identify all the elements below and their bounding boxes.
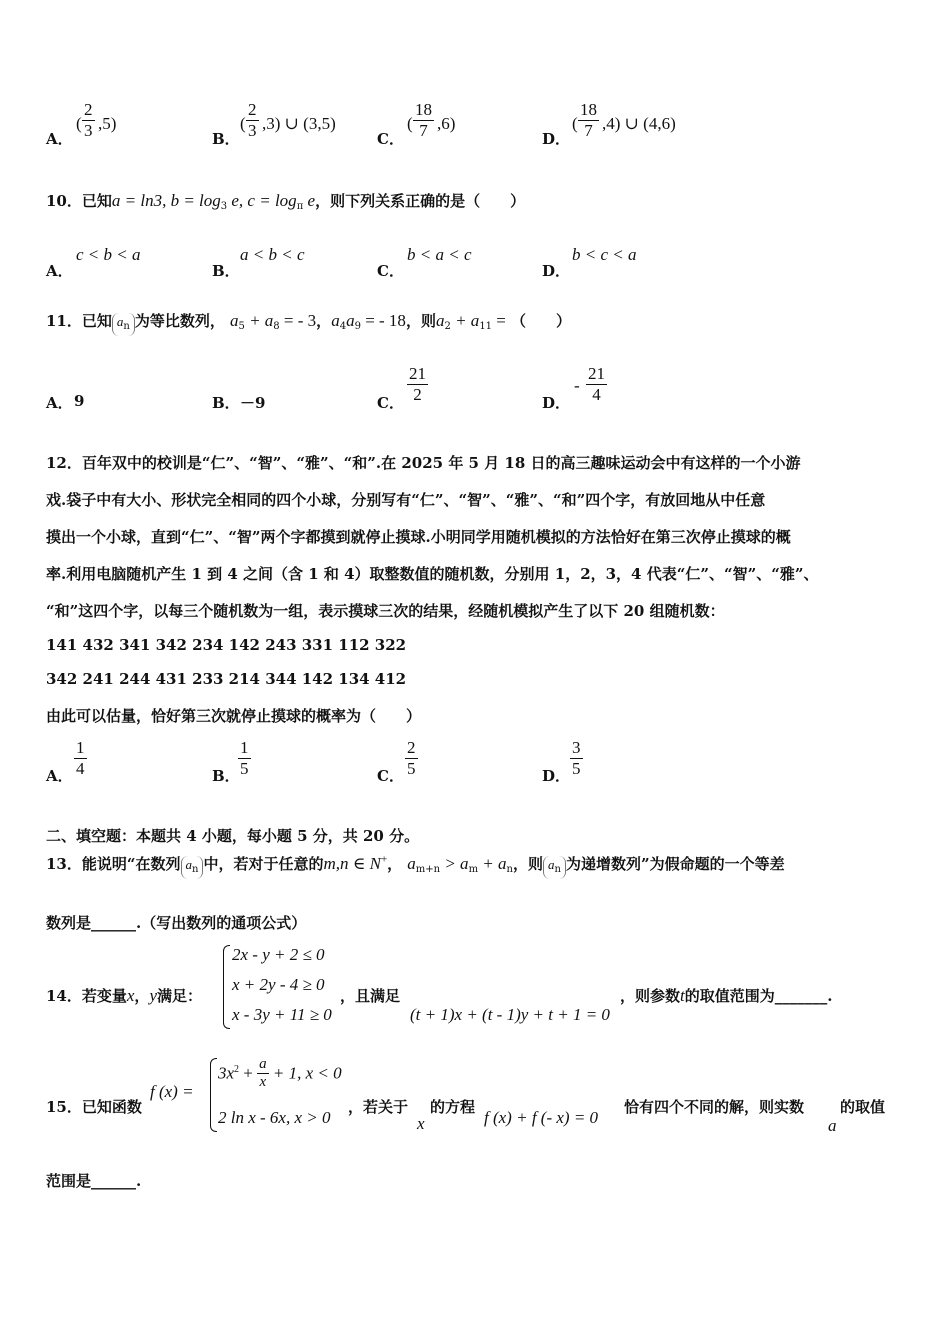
q13-line2: 数列是______.（写出数列的通项公式）: [46, 914, 307, 932]
subscript: m+n: [415, 864, 441, 875]
fraction-denominator: 5: [407, 758, 416, 778]
question-number: 11．已知: [46, 312, 112, 330]
option-label: C．: [377, 394, 404, 412]
question-text: 的方程: [430, 1098, 476, 1116]
variable: x: [417, 1114, 425, 1133]
system-inequality: x + 2y - 4 ≥ 0: [232, 975, 325, 994]
fraction-denominator: 7: [584, 120, 593, 140]
fraction-denominator: 3: [248, 120, 257, 140]
fraction-numerator: 3: [572, 738, 581, 757]
option-fraction: [405, 738, 418, 778]
option-value: －9: [240, 394, 266, 412]
q14-stem: [46, 985, 202, 1006]
subscript: 9: [354, 321, 361, 332]
question-text: ，若关于: [348, 1098, 409, 1116]
math-term: a: [435, 311, 445, 330]
question-text: ，: [134, 987, 150, 1005]
question-number: 13．能说明“在数列: [46, 855, 181, 873]
option-fraction: [578, 100, 599, 140]
option-label: B．: [212, 130, 240, 148]
math-equation: (t + 1)x + (t - 1)y + t + 1 = 0: [410, 1005, 610, 1024]
math-term: a: [407, 854, 416, 873]
system-inequality: x - 3y + 11 ≥ 0: [232, 1005, 332, 1024]
q12-line: 由此可以估量，恰好第三次就停止摸球的概率为（ ）: [46, 707, 422, 725]
q9-options: [0, 100, 950, 160]
math-term: a: [346, 311, 355, 330]
superscript: 2: [234, 1063, 240, 1075]
fraction-denominator: 5: [572, 758, 581, 778]
log-base: 3: [220, 201, 228, 212]
fraction-denominator: 7: [419, 120, 428, 140]
piecewise-case-1: [218, 1056, 342, 1092]
subscript: n: [192, 864, 199, 875]
option-label: D．: [542, 394, 571, 412]
subscript: m: [468, 864, 479, 875]
math-expression: e: [303, 191, 316, 210]
superscript: +: [380, 853, 388, 866]
math-term: 3x: [218, 1063, 235, 1083]
sequence-braces: [181, 856, 204, 879]
q12-options: [0, 738, 950, 788]
question-text: 为递增数列”为假命题的一个等差: [565, 855, 785, 873]
question-number: 10．已知: [46, 192, 112, 210]
q12-random-numbers: 141 432 341 342 234 142 243 331 112 322: [46, 636, 407, 654]
option-label: B．: [212, 767, 240, 785]
subscript: 8: [273, 321, 280, 332]
q10-options: [0, 245, 950, 280]
section-heading: 二、填空题：本题共 4 小题，每小题 5 分，共 20 分。: [46, 827, 420, 845]
question-text: 中，若对于任意的: [203, 855, 324, 873]
option-fraction: [246, 100, 259, 140]
option-sign: -: [574, 376, 580, 395]
subscript: 4: [339, 321, 347, 332]
question-number: 14．若变量: [46, 987, 127, 1005]
system-brace: [223, 945, 230, 1029]
function-name: f (x) =: [150, 1082, 194, 1101]
fraction-numerator: 18: [415, 100, 432, 119]
option-fraction: [413, 100, 434, 140]
option-label: D．: [542, 767, 571, 785]
option-label: C．: [377, 130, 404, 148]
q14-tail: [620, 985, 832, 1006]
option-label: A．: [46, 767, 73, 785]
question-text: 的取值范围为_______.: [684, 987, 833, 1005]
option-value: c < b < a: [76, 245, 141, 264]
q12-line: “和”这四个字，以每三个随机数为一组，表示摸球三次的结果，经随机模拟产生了以下 20 组随机数：: [46, 602, 725, 620]
math-term: = - 18: [360, 311, 406, 330]
subscript: n: [123, 321, 130, 332]
fraction-numerator: 1: [76, 738, 85, 757]
q15-line2: 范围是______.: [46, 1172, 142, 1190]
option-label: C．: [377, 767, 404, 785]
q11-options: [0, 364, 950, 414]
q12-line: 摸出一个小球，直到“仁”、“智”两个字都摸到就停止摸球.小明同学用随机模拟的方法恰好在第三次停止摸球的概: [46, 528, 791, 546]
question-text: ，则: [512, 855, 543, 873]
math-condition: m,n ∈ N: [323, 854, 381, 873]
question-text: ，则: [405, 312, 436, 330]
subscript: 2: [444, 321, 451, 332]
math-term: + a: [478, 854, 507, 873]
option-label: B．: [212, 262, 240, 280]
question-text: 满足：: [156, 987, 202, 1005]
fraction-numerator: 1: [240, 738, 249, 757]
q12-random-numbers: 342 241 244 431 233 214 344 142 134 412: [46, 670, 407, 688]
subscript: 5: [238, 321, 245, 332]
fraction-denominator: 2: [413, 384, 422, 404]
sequence-symbol: a: [116, 314, 124, 329]
sequence-symbol: a: [185, 857, 193, 872]
math-term: +: [239, 1063, 258, 1083]
question-text: ，: [387, 855, 403, 873]
question-text: 为等比数列，: [134, 312, 225, 330]
math-equation: f (x) + f (- x) = 0: [484, 1108, 599, 1127]
variable: a: [828, 1116, 837, 1135]
option-label: C．: [377, 262, 404, 280]
option-label: A．: [46, 262, 73, 280]
sequence-symbol: a: [548, 857, 555, 872]
variable: t: [680, 986, 685, 1005]
question-text: 的取值: [840, 1098, 886, 1116]
variable: y: [149, 986, 157, 1005]
fraction-numerator: 2: [248, 100, 257, 119]
question-text: ，且满足: [340, 987, 401, 1005]
option-fraction: [238, 738, 251, 778]
option-value: 9: [74, 392, 85, 410]
q12-line: 率.利用电脑随机产生 1 到 4 之间（含 1 和 4）取整数值的随机数，分别用 1，2，3，4 代表“仁”、“智”、“雅”、: [46, 565, 819, 583]
math-term: > a: [440, 854, 469, 873]
math-term: + 1, x < 0: [268, 1063, 342, 1083]
fraction-denominator: 3: [84, 120, 93, 140]
piecewise-case-2: 2 ln x - 6x, x > 0: [218, 1108, 331, 1127]
option-value: ,3) ∪ (3,5): [262, 114, 336, 133]
option-fraction: [570, 738, 583, 778]
option-paren: (: [240, 114, 246, 133]
q12-line: 戏.袋子中有大小、形状完全相同的四个小球，分别写有“仁”、“智”、“雅”、“和”四个字，有放回地从中任意: [46, 491, 766, 509]
option-value: ,5): [98, 114, 117, 133]
fraction-numerator: 18: [580, 100, 597, 119]
fraction-numerator: 21: [409, 364, 426, 383]
subscript: 11: [479, 321, 493, 332]
question-text: ，: [316, 312, 332, 330]
fraction-denominator: 4: [76, 758, 85, 778]
option-value: a < b < c: [240, 245, 305, 264]
math-term: + a: [244, 311, 274, 330]
fraction-denominator: 4: [592, 384, 601, 404]
fraction-numerator: 21: [588, 364, 605, 383]
math-term: a: [331, 311, 340, 330]
math-term: =: [492, 311, 506, 330]
option-label: D．: [542, 262, 571, 280]
q13-stem: [46, 853, 785, 879]
fraction-numerator: 2: [407, 738, 416, 757]
option-fraction: [407, 364, 428, 404]
option-value: ,4) ∪ (4,6): [602, 114, 676, 133]
option-label: D．: [542, 130, 571, 148]
option-label: B．: [212, 394, 240, 412]
option-value: b < c < a: [572, 245, 637, 264]
fraction-denominator: x: [259, 1074, 267, 1091]
question-text: （ ）: [510, 312, 571, 330]
fraction-denominator: 5: [240, 758, 249, 778]
q12-line: 12．百年双中的校训是“仁”、“智”、“雅”、“和”.在 2025 年 5 月 18 日的高三趣味运动会中有这样的一个小游: [46, 454, 801, 472]
q10-stem: [46, 190, 525, 212]
question-text: ，则参数: [620, 987, 681, 1005]
case-fraction: [257, 1056, 269, 1092]
option-fraction: [586, 364, 607, 404]
log-base: π: [296, 201, 304, 212]
option-value: b < a < c: [407, 245, 472, 264]
option-label: A．: [46, 130, 73, 148]
math-term: a: [229, 311, 239, 330]
system-inequality: 2x - y + 2 ≤ 0: [232, 945, 325, 964]
subscript: n: [554, 864, 561, 875]
math-term: + a: [450, 311, 480, 330]
option-fraction: [74, 738, 87, 778]
question-number: 15．已知函数: [46, 1098, 142, 1116]
fraction-numerator: a: [257, 1056, 269, 1074]
fraction-numerator: 2: [84, 100, 93, 119]
math-expression: e, c = log: [227, 191, 297, 210]
q11-stem: [46, 310, 571, 336]
question-text: ，则下列关系正确的是（ ）: [315, 192, 526, 210]
option-paren: (: [76, 114, 82, 133]
variable: x: [126, 986, 135, 1005]
question-text: 恰有四个不同的解，则实数: [624, 1098, 805, 1116]
subscript: n: [506, 864, 513, 875]
math-expression: a = ln3, b = log: [111, 191, 221, 210]
option-fraction: [82, 100, 95, 140]
piecewise-brace: [210, 1058, 217, 1132]
option-paren: (: [572, 114, 578, 133]
option-label: A．: [46, 394, 73, 412]
option-paren: (: [407, 114, 413, 133]
math-term: = - 3: [279, 311, 317, 330]
option-value: ,6): [437, 114, 456, 133]
sequence-braces: [112, 313, 135, 336]
sequence-braces: [543, 856, 566, 879]
